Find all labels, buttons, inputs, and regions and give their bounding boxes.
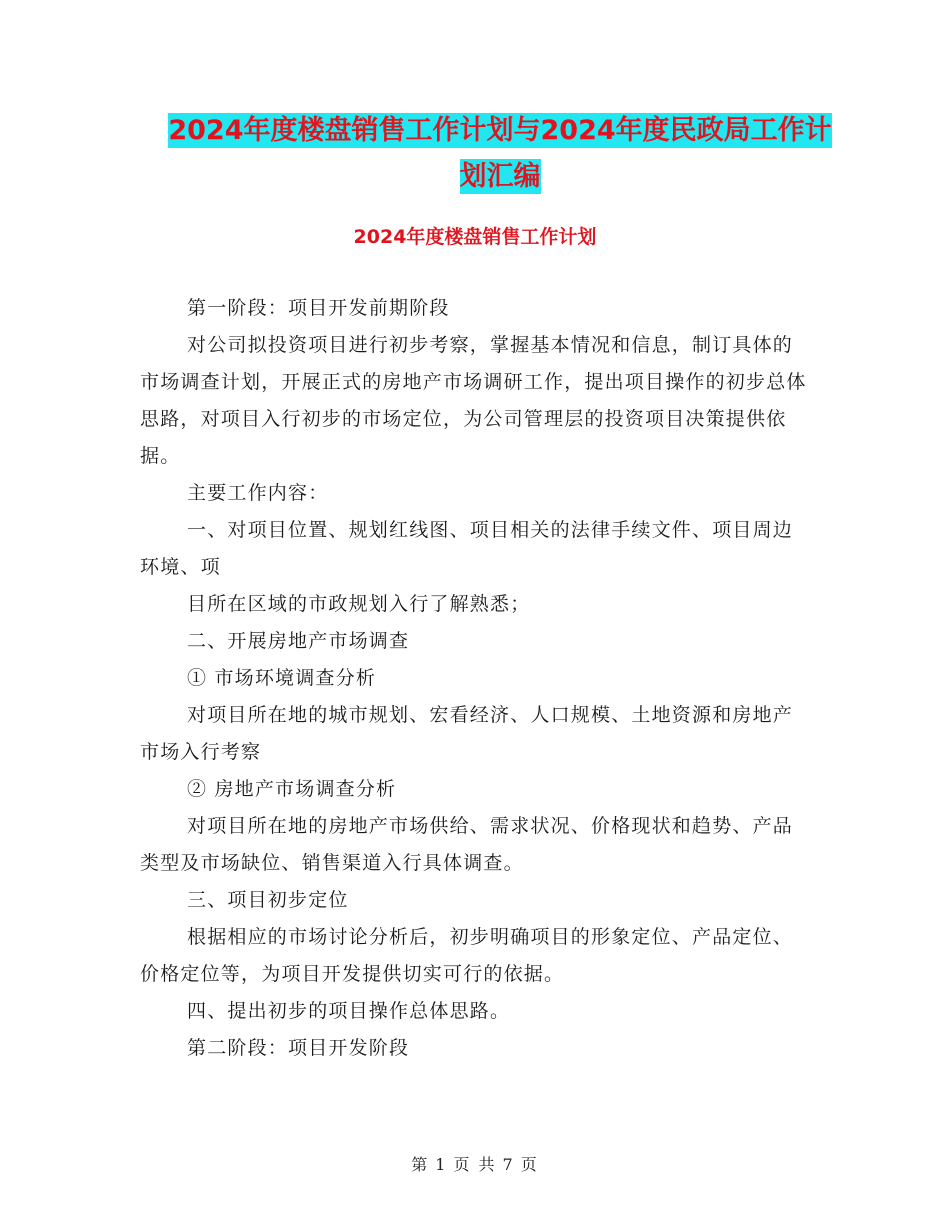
- paragraph: 二、开展房地产市场调查: [187, 630, 410, 652]
- paragraph: 根据相应的市场讨论分析后，初步明确项目的形象定位、产品定位、价格定位等，为项目开发提供切实可行的依据。: [140, 926, 794, 985]
- paragraph: 四、提出初步的项目操作总体思路。: [187, 1000, 511, 1022]
- document-title: [140, 108, 860, 200]
- document-title-line-1: 2024年度楼盘销售工作计划与2024年度民政局工作计: [168, 115, 832, 146]
- paragraph: 一、对项目位置、规划红线图、项目相关的法律手续文件、项目周边环境、项: [140, 519, 794, 578]
- paragraph: 三、项目初步定位: [187, 889, 349, 911]
- paragraph: ② 房地产市场调查分析: [187, 778, 397, 800]
- paragraph: 目所在区域的市政规划入行了解熟悉；: [187, 593, 531, 615]
- total-pages: 7: [502, 1155, 515, 1174]
- footer-suffix: 页: [520, 1155, 539, 1174]
- document-title-line-2: 划汇编: [459, 161, 541, 192]
- paragraph: 对公司拟投资项目进行初步考察，掌握基本情况和信息，制订具体的市场调查计划，开展正式的房地产市场调研工作，提出项目操作的初步总体思路，对项目入行初步的市场定位，为公司管理层的投资项目决策提供依据。: [140, 334, 807, 467]
- page-footer: [0, 1153, 950, 1177]
- footer-prefix: 第: [411, 1155, 430, 1174]
- paragraph: 对项目所在地的城市规划、宏看经济、人口规模、土地资源和房地产市场入行考察: [140, 704, 794, 763]
- footer-middle: 页 共: [453, 1155, 497, 1174]
- document-body: [140, 290, 810, 1067]
- page-number: 1: [435, 1155, 448, 1174]
- paragraph: 第一阶段：项目开发前期阶段: [187, 297, 450, 319]
- paragraph: ① 市场环境调查分析: [187, 667, 377, 689]
- paragraph: 对项目所在地的房地产市场供给、需求状况、价格现状和趋势、产品类型及市场缺位、销售渠道入行具体调查。: [140, 815, 794, 874]
- section-title: 2024年度楼盘销售工作计划: [353, 226, 597, 248]
- paragraph: 主要工作内容：: [187, 482, 329, 504]
- paragraph: 第二阶段：项目开发阶段: [187, 1037, 410, 1059]
